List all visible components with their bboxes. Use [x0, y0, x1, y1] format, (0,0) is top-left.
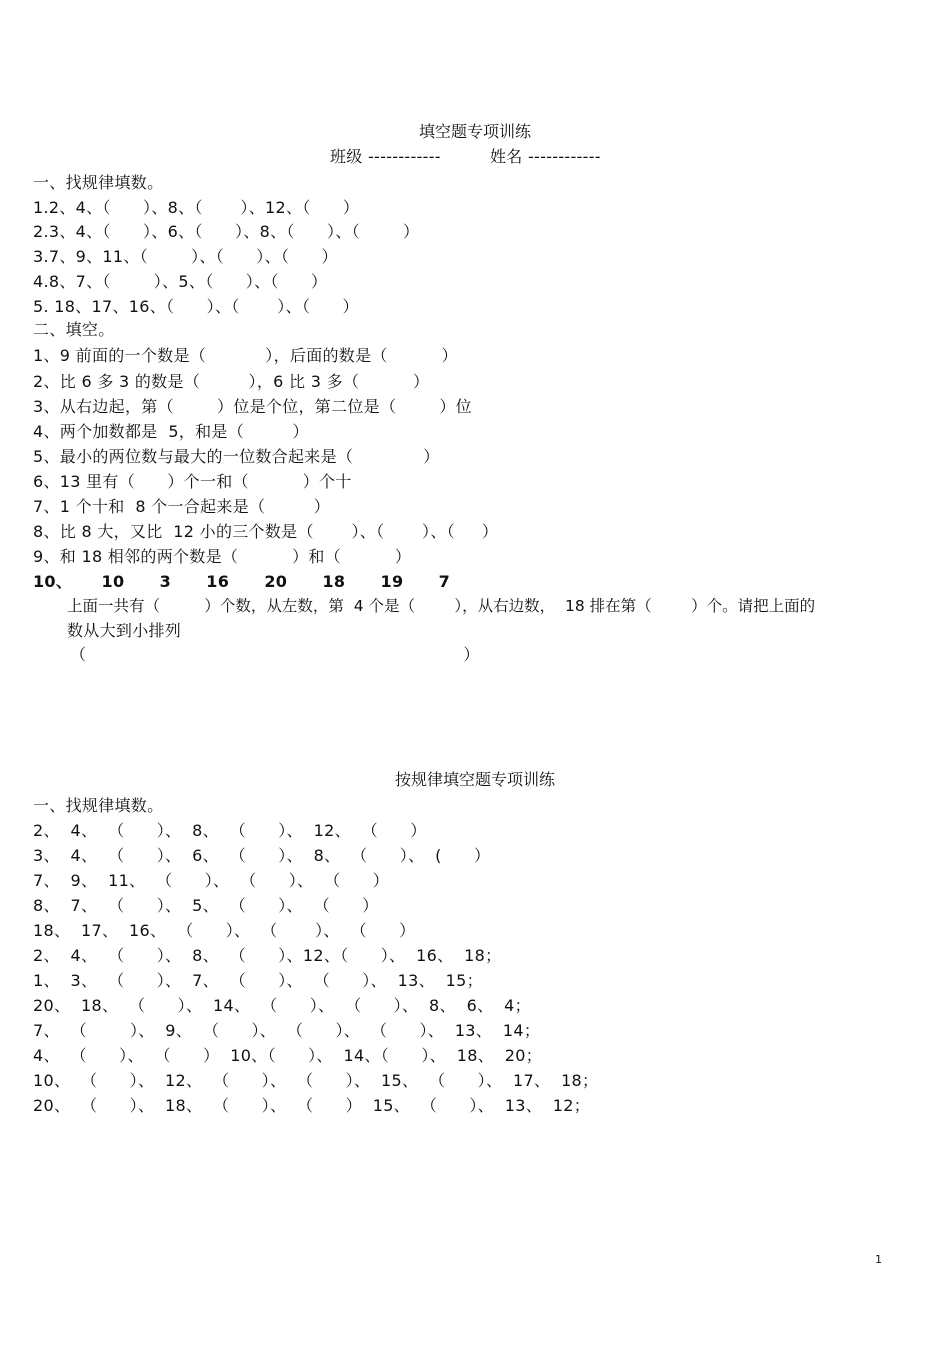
sheet2-sequence-line: 10、 （ ）、 12、 （ ）、 （ ）、 15、 （ ）、 17、 18； [33, 1071, 599, 1090]
name-label: 姓名 ------------ [490, 147, 601, 166]
class-label: 班级 ------------ [330, 147, 441, 166]
sheet2-sequence-line: 3、 4、 （ ）、 6、 （ ）、 8、 （ ）、 ( ） [33, 846, 491, 865]
question-10-text: 上面一共有（ ）个数，从左数，第 4 个是（ ），从右边数， 18 排在第（ ）个。请把上面的 [67, 597, 816, 615]
question-10-text-cont: 数从大到小排列 [67, 621, 182, 640]
sheet1-section2-heading: 二、填空。 [33, 320, 115, 339]
fill-question: 7、1 个十和 8 个一合起来是（ ） [33, 497, 331, 516]
sheet2-sequence-line: 1、 3、 （ ）、 7、 （ ）、 （ ）、 13、 15； [33, 971, 483, 990]
page-number: 1 [875, 1253, 882, 1266]
sheet2-sequence-line: 8、 7、 （ ）、 5、 （ ）、 （ ） [33, 896, 379, 915]
fill-question: 6、13 里有（ ）个一和（ ）个十 [33, 472, 352, 491]
sheet1-section1-heading: 一、找规律填数。 [33, 173, 164, 192]
sheet1-sequence-line: 5. 18、17、16、（ ）、（ ）、（ ） [33, 297, 359, 316]
sheet2-section1-heading: 一、找规律填数。 [33, 796, 164, 815]
fill-question: 5、最小的两位数与最大的一位数合起来是（ ） [33, 447, 440, 466]
fill-question-10-numbers: 10、 10 3 16 20 18 19 7 [33, 572, 451, 591]
question-10-answer-blank: （ ） [70, 645, 480, 664]
sheet1-sequence-line: 2.3、4、（ ）、6、（ ）、8、（ ）、（ ） [33, 222, 420, 241]
sheet1-sequence-line: 4.8、7、（ ）、5、（ ）、（ ） [33, 272, 328, 291]
fill-question: 8、比 8 大，又比 12 小的三个数是（ ）、（ ）、（ ） [33, 522, 499, 541]
sheet2-title: 按规律填空题专项训练 [394, 770, 555, 789]
sheet2-sequence-line: 18、 17、 16、 （ ）、 （ ）、 （ ） [33, 921, 416, 940]
sheet1-sequence-line: 1.2、4、（ ）、8、（ ）、12、（ ） [33, 198, 360, 217]
fill-question: 9、和 18 相邻的两个数是（ ）和（ ） [33, 547, 412, 566]
sheet1-title: 填空题专项训练 [418, 122, 531, 141]
sheet2-sequence-line: 4、 （ ）、 （ ） 10、（ ）、 14、（ ）、 18、 20； [33, 1046, 543, 1065]
sheet2-sequence-line: 20、 （ ）、 18、 （ ）、 （ ） 15、 （ ）、 13、 12； [33, 1096, 591, 1115]
fill-question: 3、从右边起，第（ ）位是个位，第二位是（ ）位 [33, 397, 472, 416]
sheet2-sequence-line: 20、 18、 （ ）、 14、 （ ）、 （ ）、 8、 6、 4； [33, 996, 531, 1015]
fill-question: 1、9 前面的一个数是（ ），后面的数是（ ） [33, 346, 458, 365]
sheet1-sequence-line: 3.7、9、11、（ ）、（ ）、（ ） [33, 247, 338, 266]
sheet2-sequence-line: 7、 （ ）、 9、 （ ）、 （ ）、 （ ）、 13、 14； [33, 1021, 541, 1040]
sheet2-sequence-line: 7、 9、 11、 （ ）、 （ ）、 （ ） [33, 871, 390, 890]
sheet2-sequence-line: 2、 4、 （ ）、 8、 （ ）、12、（ ）、 16、 18； [33, 946, 502, 965]
fill-question: 2、比 6 多 3 的数是（ ），6 比 3 多（ ） [33, 372, 430, 391]
sheet2-sequence-line: 2、 4、 （ ）、 8、 （ ）、 12、 （ ） [33, 821, 427, 840]
fill-question: 4、两个加数都是 5，和是（ ） [33, 422, 309, 441]
